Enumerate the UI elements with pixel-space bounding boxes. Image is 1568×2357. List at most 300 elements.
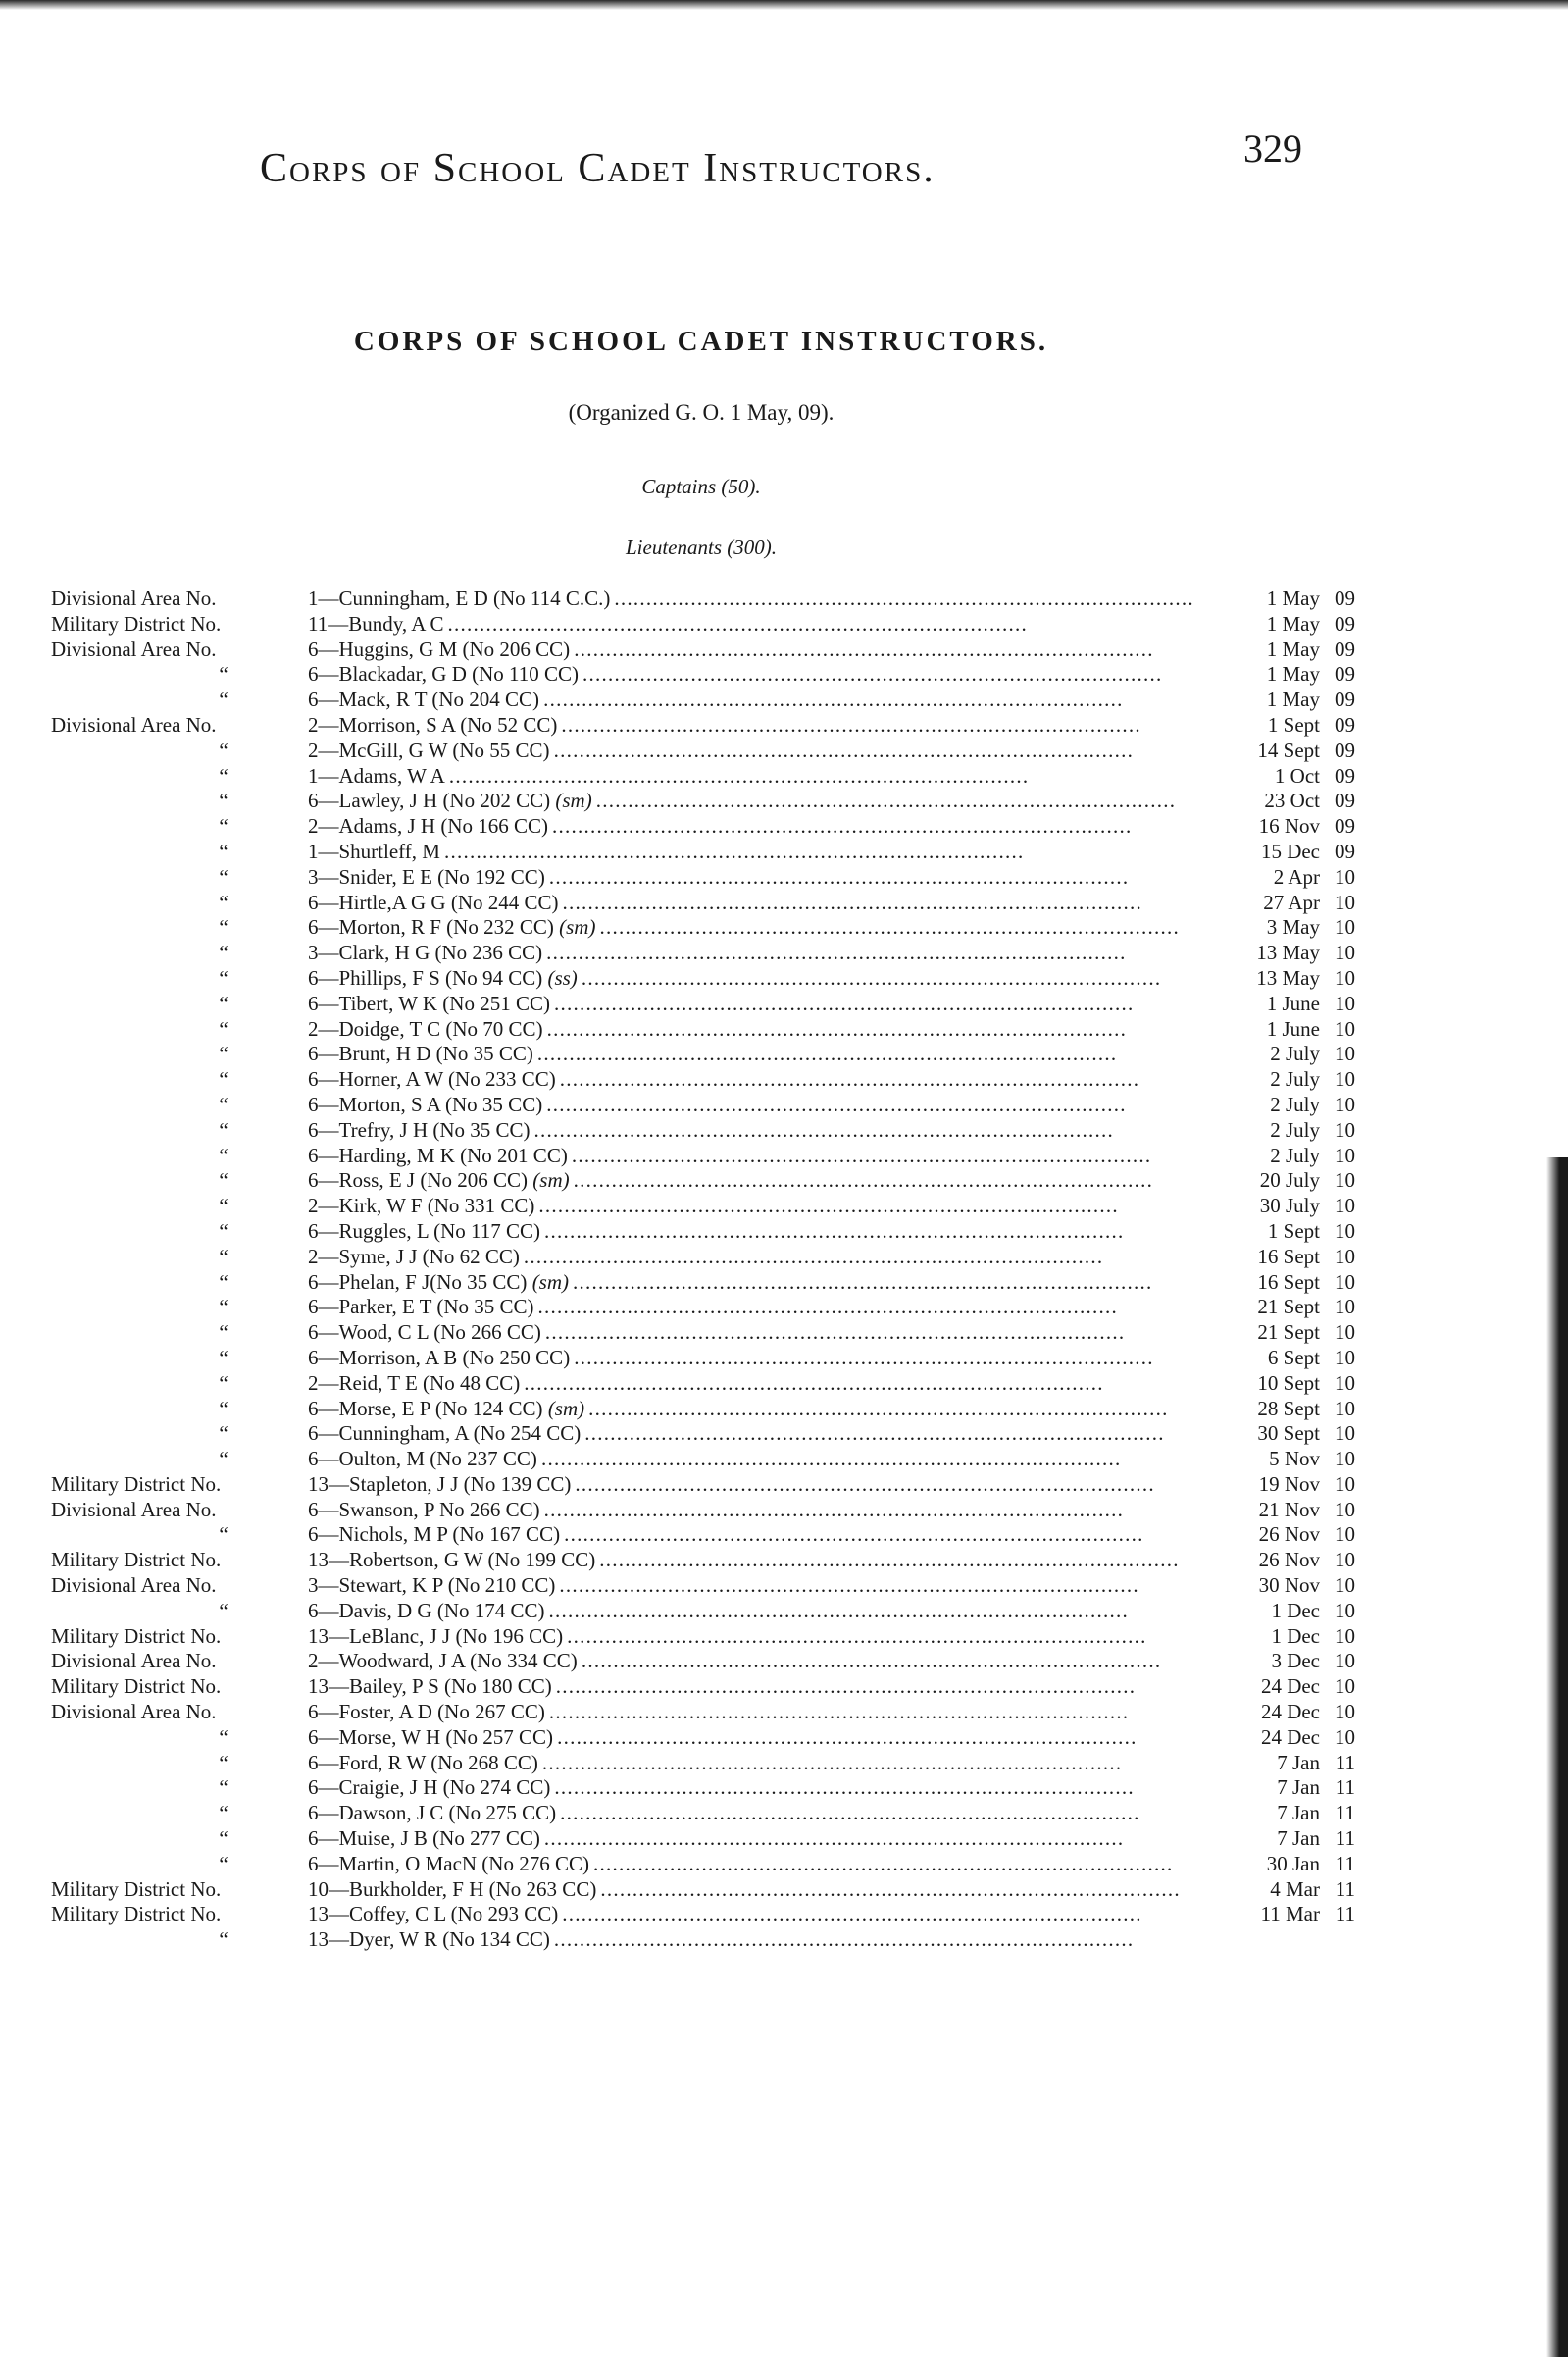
appointment-date: 4 Mar bbox=[1270, 1876, 1320, 1901]
officer-name-text: 6—Morse, W H (No 257 CC) bbox=[308, 1724, 554, 1749]
roster-row bbox=[51, 1245, 1355, 1270]
officer-name bbox=[308, 1421, 581, 1447]
officer-name-text: 6—Craigie, J H (No 274 CC) bbox=[308, 1775, 551, 1800]
appointment-date: 1 Oct bbox=[1274, 763, 1320, 788]
officer-name-text: 1—Adams, W A bbox=[308, 763, 445, 788]
roster-row bbox=[51, 966, 1355, 992]
page-number: 329 bbox=[1243, 127, 1302, 171]
appointment-date: 21 Nov bbox=[1258, 1497, 1320, 1521]
roster-row bbox=[51, 1573, 1355, 1599]
officer-name bbox=[308, 1725, 553, 1751]
appointment-year: 11 bbox=[1335, 1851, 1355, 1875]
dot-leaders bbox=[549, 1700, 1198, 1725]
officer-name bbox=[308, 1548, 595, 1573]
officer-name bbox=[308, 865, 545, 891]
appointment-year: 10 bbox=[1335, 1269, 1355, 1294]
roster-row bbox=[51, 1320, 1355, 1346]
roster-row bbox=[51, 891, 1355, 916]
appointment-year: 10 bbox=[1335, 1548, 1355, 1572]
ditto-mark: “ bbox=[219, 789, 228, 813]
appointment-year: 10 bbox=[1335, 1117, 1355, 1142]
roster-row bbox=[51, 1775, 1355, 1801]
roster-row bbox=[51, 1902, 1355, 1927]
dot-leaders bbox=[554, 1927, 1198, 1953]
appointment-year: 10 bbox=[1335, 1573, 1355, 1598]
appointment-year: 10 bbox=[1335, 1092, 1355, 1116]
roster-row bbox=[51, 1751, 1355, 1776]
appointment-date: 1 Dec bbox=[1271, 1623, 1320, 1648]
officer-name-text: 13—Stapleton, J J (No 139 CC) bbox=[308, 1471, 572, 1496]
appointment-year: 10 bbox=[1335, 1218, 1355, 1243]
dot-leaders bbox=[560, 1801, 1198, 1826]
officer-roster bbox=[51, 587, 1355, 1953]
area-label: Military District No. bbox=[51, 1876, 222, 1901]
service-note: (sm) bbox=[559, 915, 596, 940]
officer-name-text: 2—Doidge, T C (No 70 CC) bbox=[308, 1016, 543, 1041]
dot-leaders bbox=[538, 1194, 1198, 1219]
appointment-date: 20 July bbox=[1259, 1168, 1320, 1193]
area-label: Divisional Area No. bbox=[51, 637, 217, 661]
appointment-year: 09 bbox=[1335, 738, 1355, 762]
appointment-year: 10 bbox=[1335, 1649, 1355, 1673]
ditto-mark: “ bbox=[219, 738, 228, 762]
appointment-year: 10 bbox=[1335, 991, 1355, 1015]
ditto-mark: “ bbox=[219, 1370, 228, 1395]
officer-name bbox=[308, 638, 570, 663]
dot-leaders bbox=[574, 1168, 1198, 1194]
officer-name-text: 6—Ruggles, L (No 117 CC) bbox=[308, 1218, 541, 1243]
roster-row bbox=[51, 638, 1355, 663]
ditto-mark: “ bbox=[219, 1775, 228, 1800]
dot-leaders bbox=[564, 1522, 1198, 1548]
ditto-mark: “ bbox=[219, 1851, 228, 1875]
appointment-date: 2 Apr bbox=[1273, 864, 1320, 889]
dot-leaders bbox=[544, 1498, 1198, 1523]
officer-name-text: 1—Shurtleff, M bbox=[308, 839, 440, 863]
roster-row bbox=[51, 612, 1355, 638]
officer-name bbox=[308, 1472, 571, 1498]
appointment-year: 11 bbox=[1335, 1902, 1355, 1926]
roster-row bbox=[51, 1093, 1355, 1118]
dot-leaders bbox=[582, 662, 1198, 688]
appointment-date: 3 Dec bbox=[1271, 1649, 1320, 1673]
area-label: Military District No. bbox=[51, 1674, 222, 1699]
roster-row bbox=[51, 1421, 1355, 1447]
officer-name bbox=[308, 713, 557, 739]
dot-leaders bbox=[593, 1852, 1198, 1877]
officer-name-text: 6—Muise, J B (No 277 CC) bbox=[308, 1826, 540, 1851]
appointment-year: 11 bbox=[1335, 1775, 1355, 1800]
appointment-year: 10 bbox=[1335, 941, 1355, 965]
appointment-year: 09 bbox=[1335, 763, 1355, 788]
ditto-mark: “ bbox=[219, 965, 228, 990]
appointment-date: 30 Sept bbox=[1257, 1421, 1320, 1446]
service-note: (sm) bbox=[532, 1168, 570, 1193]
dot-leaders bbox=[575, 1472, 1198, 1498]
ditto-mark: “ bbox=[219, 1598, 228, 1622]
roster-row bbox=[51, 1168, 1355, 1194]
dot-leaders bbox=[546, 941, 1198, 966]
ditto-mark: “ bbox=[219, 1927, 228, 1952]
appointment-year: 09 bbox=[1335, 712, 1355, 737]
appointment-year: 10 bbox=[1335, 1067, 1355, 1092]
appointment-date: 21 Sept bbox=[1257, 1320, 1320, 1345]
ditto-mark: “ bbox=[219, 864, 228, 889]
appointment-year: 10 bbox=[1335, 1194, 1355, 1218]
appointment-date: 1 May bbox=[1266, 637, 1320, 661]
dot-leaders bbox=[447, 612, 1198, 638]
ditto-mark: “ bbox=[219, 1522, 228, 1547]
roster-row bbox=[51, 789, 1355, 814]
appointment-date: 24 Dec bbox=[1260, 1700, 1320, 1724]
appointment-year: 11 bbox=[1335, 1801, 1355, 1825]
roster-row bbox=[51, 1674, 1355, 1700]
roster-row bbox=[51, 1599, 1355, 1624]
appointment-date: 13 May bbox=[1256, 941, 1320, 965]
roster-row bbox=[51, 1725, 1355, 1751]
officer-name bbox=[308, 1801, 556, 1826]
officer-name bbox=[308, 1295, 534, 1320]
officer-name bbox=[308, 1397, 584, 1422]
appointment-year: 10 bbox=[1335, 965, 1355, 990]
officer-name-text: 2—Woodward, J A (No 334 CC) bbox=[308, 1649, 578, 1673]
appointment-date: 6 Sept bbox=[1267, 1345, 1320, 1369]
dot-leaders bbox=[544, 1219, 1198, 1245]
appointment-date: 1 Sept bbox=[1267, 1218, 1320, 1243]
dot-leaders bbox=[545, 1320, 1198, 1346]
officer-name bbox=[308, 1144, 568, 1169]
dot-leaders bbox=[524, 1245, 1198, 1270]
officer-name-text: 6—Wood, C L (No 266 CC) bbox=[308, 1320, 541, 1345]
roster-row bbox=[51, 1826, 1355, 1852]
appointment-year: 10 bbox=[1335, 1143, 1355, 1167]
officer-name bbox=[308, 1346, 570, 1371]
dot-leaders bbox=[582, 1649, 1198, 1674]
dot-leaders bbox=[547, 1017, 1198, 1043]
officer-name bbox=[308, 612, 443, 638]
ditto-mark: “ bbox=[219, 814, 228, 839]
appointment-year: 10 bbox=[1335, 1447, 1355, 1471]
officer-name bbox=[308, 891, 559, 916]
roster-row bbox=[51, 662, 1355, 688]
service-note: (sm) bbox=[531, 1269, 570, 1294]
officer-name bbox=[308, 1447, 537, 1472]
roster-row bbox=[51, 739, 1355, 764]
officer-name-text: 6—Morton, R F (No 232 CC) bbox=[308, 915, 554, 940]
appointment-year: 09 bbox=[1335, 839, 1355, 863]
officer-name-text: 6—Hirtle,A G G (No 244 CC) bbox=[308, 890, 559, 914]
officer-name bbox=[308, 992, 550, 1017]
appointment-date: 27 Apr bbox=[1263, 890, 1320, 914]
officer-name bbox=[308, 915, 595, 941]
dot-leaders bbox=[567, 1624, 1198, 1650]
officer-name bbox=[308, 1877, 596, 1903]
appointment-year: 10 bbox=[1335, 1295, 1355, 1319]
appointment-year: 09 bbox=[1335, 814, 1355, 839]
dot-leaders bbox=[556, 1674, 1198, 1700]
roster-row bbox=[51, 992, 1355, 1017]
dot-leaders bbox=[542, 1751, 1198, 1776]
roster-row bbox=[51, 1649, 1355, 1674]
service-note: (ss) bbox=[547, 965, 578, 990]
dot-leaders bbox=[546, 1093, 1198, 1118]
dot-leaders bbox=[562, 1902, 1198, 1927]
appointment-year: 10 bbox=[1335, 1345, 1355, 1369]
officer-name bbox=[308, 587, 610, 612]
officer-name bbox=[308, 1599, 545, 1624]
appointment-date: 11 Mar bbox=[1260, 1902, 1320, 1926]
appointment-date: 30 July bbox=[1259, 1194, 1320, 1218]
dot-leaders bbox=[584, 1421, 1198, 1447]
roster-row bbox=[51, 713, 1355, 739]
officer-name bbox=[308, 764, 445, 790]
dot-leaders bbox=[444, 840, 1198, 865]
dot-leaders bbox=[559, 1573, 1198, 1599]
area-label: Divisional Area No. bbox=[51, 1649, 217, 1673]
roster-row bbox=[51, 1927, 1355, 1953]
ditto-mark: “ bbox=[219, 1421, 228, 1446]
officer-name bbox=[308, 1775, 550, 1801]
officer-name-text: 13—Robertson, G W (No 199 CC) bbox=[308, 1548, 596, 1572]
dot-leaders bbox=[549, 865, 1198, 891]
appointment-date: 16 Sept bbox=[1257, 1269, 1320, 1294]
appointment-date: 7 Jan bbox=[1277, 1826, 1320, 1851]
officer-name-text: 6—Phelan, F J(No 35 CC) bbox=[308, 1269, 528, 1294]
roster-row bbox=[51, 1371, 1355, 1397]
appointment-year: 10 bbox=[1335, 864, 1355, 889]
area-label: Military District No. bbox=[51, 1471, 222, 1496]
dot-leaders bbox=[599, 1548, 1198, 1573]
ditto-mark: “ bbox=[219, 1320, 228, 1345]
officer-name-text: 6—Oulton, M (No 237 CC) bbox=[308, 1447, 537, 1471]
officer-name-text: 13—Coffey, C L (No 293 CC) bbox=[308, 1902, 559, 1926]
dot-leaders bbox=[557, 1725, 1198, 1751]
ditto-mark: “ bbox=[219, 1042, 228, 1066]
officer-name bbox=[308, 1649, 578, 1674]
roster-row bbox=[51, 1067, 1355, 1093]
appointment-year: 10 bbox=[1335, 1168, 1355, 1193]
officer-name-text: 6—Lawley, J H (No 202 CC) bbox=[308, 789, 551, 813]
officer-name-text: 6—Martin, O MacN (No 276 CC) bbox=[308, 1851, 589, 1875]
officer-name-text: 6—Brunt, H D (No 35 CC) bbox=[308, 1042, 533, 1066]
dot-leaders bbox=[544, 1826, 1198, 1852]
running-head: Corps of School Cadet Instructors. bbox=[260, 146, 936, 191]
roster-row bbox=[51, 1118, 1355, 1144]
officer-name bbox=[308, 1320, 541, 1346]
dot-leaders bbox=[572, 1144, 1198, 1169]
officer-name-text: 6—Horner, A W (No 233 CC) bbox=[308, 1067, 556, 1092]
appointment-date: 2 July bbox=[1270, 1092, 1320, 1116]
ditto-mark: “ bbox=[219, 1143, 228, 1167]
officer-name bbox=[308, 941, 542, 966]
ditto-mark: “ bbox=[219, 839, 228, 863]
appointment-date: 1 Sept bbox=[1267, 712, 1320, 737]
ditto-mark: “ bbox=[219, 991, 228, 1015]
appointment-date: 1 May bbox=[1266, 662, 1320, 687]
appointment-year: 09 bbox=[1335, 611, 1355, 636]
roster-row bbox=[51, 840, 1355, 865]
ditto-mark: “ bbox=[219, 1194, 228, 1218]
officer-name bbox=[308, 814, 548, 840]
dot-leaders bbox=[449, 764, 1198, 790]
appointment-year: 10 bbox=[1335, 890, 1355, 914]
appointment-year: 11 bbox=[1335, 1750, 1355, 1774]
officer-name-text: 6—Ross, E J (No 206 CC) bbox=[308, 1168, 529, 1193]
officer-name-text: 6—Morse, E P (No 124 CC) bbox=[308, 1396, 543, 1420]
area-label: Divisional Area No. bbox=[51, 1700, 217, 1724]
roster-row bbox=[51, 1801, 1355, 1826]
officer-name-text: 6—Morrison, A B (No 250 CC) bbox=[308, 1345, 571, 1369]
page-binding-shadow bbox=[1546, 1157, 1568, 2357]
ditto-mark: “ bbox=[219, 1092, 228, 1116]
appointment-year: 10 bbox=[1335, 1522, 1355, 1547]
officer-name-text: 1—Cunningham, E D (No 114 C.C.) bbox=[308, 587, 611, 610]
appointment-date: 1 Dec bbox=[1271, 1598, 1320, 1622]
officer-name bbox=[308, 1573, 555, 1599]
appointment-date: 2 July bbox=[1270, 1143, 1320, 1167]
officer-name-text: 6—Phillips, F S (No 94 CC) bbox=[308, 965, 543, 990]
roster-row bbox=[51, 1624, 1355, 1650]
ditto-mark: “ bbox=[219, 1447, 228, 1471]
ditto-mark: “ bbox=[219, 1244, 228, 1268]
ditto-mark: “ bbox=[219, 1345, 228, 1369]
appointment-date: 2 July bbox=[1270, 1117, 1320, 1142]
dot-leaders bbox=[560, 1067, 1198, 1093]
area-label: Military District No. bbox=[51, 611, 222, 636]
dot-leaders bbox=[582, 966, 1198, 992]
roster-row bbox=[51, 1700, 1355, 1725]
appointment-year: 10 bbox=[1335, 1674, 1355, 1699]
officer-name bbox=[308, 1700, 545, 1725]
appointment-date: 1 May bbox=[1266, 587, 1320, 610]
appointment-year: 09 bbox=[1335, 637, 1355, 661]
officer-name-text: 6—Mack, R T (No 204 CC) bbox=[308, 688, 540, 712]
dot-leaders bbox=[524, 1371, 1198, 1397]
appointment-date: 14 Sept bbox=[1257, 738, 1320, 762]
dot-leaders bbox=[574, 638, 1198, 663]
ditto-mark: “ bbox=[219, 941, 228, 965]
appointment-date: 1 May bbox=[1266, 611, 1320, 636]
appointment-date: 26 Nov bbox=[1258, 1522, 1320, 1547]
appointment-year: 09 bbox=[1335, 688, 1355, 712]
officer-name-text: 3—Snider, E E (No 192 CC) bbox=[308, 864, 545, 889]
dot-leaders bbox=[543, 688, 1198, 713]
roster-row bbox=[51, 1852, 1355, 1877]
officer-name bbox=[308, 662, 579, 688]
appointment-date: 13 May bbox=[1256, 965, 1320, 990]
appointment-date: 3 May bbox=[1266, 915, 1320, 940]
officer-name-text: 2—McGill, G W (No 55 CC) bbox=[308, 738, 550, 762]
roster-row bbox=[51, 1877, 1355, 1903]
officer-name bbox=[308, 966, 578, 992]
officer-name-text: 13—Dyer, W R (No 134 CC) bbox=[308, 1927, 550, 1952]
appointment-date: 1 June bbox=[1266, 991, 1320, 1015]
appointment-year: 10 bbox=[1335, 1370, 1355, 1395]
dot-leaders bbox=[561, 713, 1198, 739]
appointment-year: 09 bbox=[1335, 662, 1355, 687]
appointment-date: 2 July bbox=[1270, 1067, 1320, 1092]
officer-name-text: 6—Swanson, P No 266 CC) bbox=[308, 1497, 540, 1521]
officer-name-text: 6—Nichols, M P (No 167 CC) bbox=[308, 1522, 561, 1547]
roster-row bbox=[51, 1548, 1355, 1573]
appointment-year: 10 bbox=[1335, 1421, 1355, 1446]
officer-name-text: 10—Burkholder, F H (No 263 CC) bbox=[308, 1876, 597, 1901]
officer-name-text: 6—Parker, E T (No 35 CC) bbox=[308, 1295, 534, 1319]
officer-name-text: 6—Tibert, W K (No 251 CC) bbox=[308, 991, 550, 1015]
ditto-mark: “ bbox=[219, 1067, 228, 1092]
dot-leaders bbox=[599, 915, 1198, 941]
dot-leaders bbox=[554, 739, 1198, 764]
appointment-year: 10 bbox=[1335, 915, 1355, 940]
appointment-year: 10 bbox=[1335, 1497, 1355, 1521]
ditto-mark: “ bbox=[219, 1269, 228, 1294]
officer-name bbox=[308, 1522, 560, 1548]
appointment-date: 30 Nov bbox=[1258, 1573, 1320, 1598]
officer-name-text: 6—Davis, D G (No 174 CC) bbox=[308, 1598, 545, 1622]
officer-name bbox=[308, 1674, 552, 1700]
dot-leaders bbox=[534, 1118, 1198, 1144]
ditto-mark: “ bbox=[219, 1724, 228, 1749]
rank-heading-captains: Captains (50). bbox=[641, 475, 761, 498]
officer-name-text: 6—Morton, S A (No 35 CC) bbox=[308, 1092, 543, 1116]
officer-name-text: 2—Syme, J J (No 62 CC) bbox=[308, 1244, 520, 1268]
dot-leaders bbox=[549, 1599, 1199, 1624]
area-label: Military District No. bbox=[51, 1623, 222, 1648]
appointment-year: 10 bbox=[1335, 1724, 1355, 1749]
ditto-mark: “ bbox=[219, 1801, 228, 1825]
section-subtitle: (Organized G. O. 1 May, 09). bbox=[568, 400, 835, 425]
ditto-mark: “ bbox=[219, 915, 228, 940]
appointment-date: 16 Nov bbox=[1258, 814, 1320, 839]
roster-row bbox=[51, 941, 1355, 966]
dot-leaders bbox=[554, 992, 1198, 1017]
appointment-date: 5 Nov bbox=[1269, 1447, 1320, 1471]
area-label: Divisional Area No. bbox=[51, 712, 217, 737]
appointment-date: 21 Sept bbox=[1257, 1295, 1320, 1319]
roster-row bbox=[51, 915, 1355, 941]
officer-name bbox=[308, 1826, 540, 1852]
service-note: (sm) bbox=[555, 789, 592, 813]
officer-name-text: 6—Foster, A D (No 267 CC) bbox=[308, 1700, 545, 1724]
officer-name bbox=[308, 789, 592, 814]
section-title: CORPS OF SCHOOL CADET INSTRUCTORS. bbox=[353, 326, 1049, 357]
roster-row bbox=[51, 1346, 1355, 1371]
ditto-mark: “ bbox=[219, 763, 228, 788]
rank-heading-lieutenants: Lieutenants (300). bbox=[626, 536, 777, 559]
officer-name-text: 2—Reid, T E (No 48 CC) bbox=[308, 1370, 521, 1395]
officer-name-text: 6—Cunningham, A (No 254 CC) bbox=[308, 1421, 582, 1446]
officer-name-text: 11—Bundy, A C bbox=[308, 611, 444, 636]
appointment-date: 2 July bbox=[1270, 1042, 1320, 1066]
appointment-date: 10 Sept bbox=[1257, 1370, 1320, 1395]
appointment-year: 10 bbox=[1335, 1396, 1355, 1420]
officer-name bbox=[308, 1371, 520, 1397]
officer-name bbox=[308, 1902, 558, 1927]
officer-name bbox=[308, 1118, 531, 1144]
ditto-mark: “ bbox=[219, 1016, 228, 1041]
appointment-date: 1 June bbox=[1266, 1016, 1320, 1041]
officer-name bbox=[308, 1498, 540, 1523]
ditto-mark: “ bbox=[219, 1168, 228, 1193]
officer-name-text: 6—Ford, R W (No 268 CC) bbox=[308, 1750, 538, 1774]
dot-leaders bbox=[541, 1447, 1198, 1472]
officer-name-text: 6—Trefry, J H (No 35 CC) bbox=[308, 1117, 531, 1142]
roster-row bbox=[51, 1144, 1355, 1169]
dot-leaders bbox=[574, 1346, 1198, 1371]
officer-name bbox=[308, 739, 550, 764]
ditto-mark: “ bbox=[219, 1826, 228, 1851]
officer-name-text: 3—Clark, H G (No 236 CC) bbox=[308, 941, 543, 965]
